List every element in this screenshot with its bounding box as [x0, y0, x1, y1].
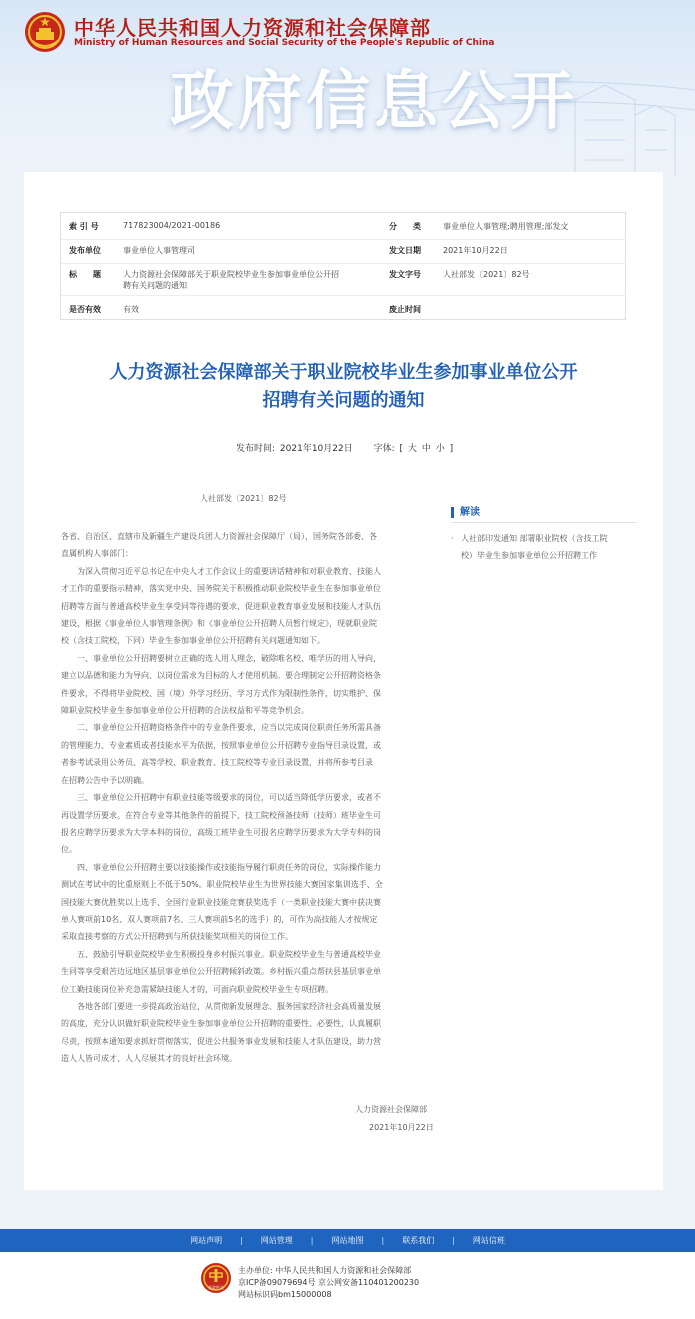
- meta-category-label: 分 类: [389, 222, 421, 231]
- font-size-bracket-open: [: [399, 444, 404, 454]
- publish-time-value: 2021年10月22日: [279, 444, 353, 454]
- body-line: 三、事业单位公开招聘中有职业技能等级要求的岗位，可以适当降低学历要求，或者不: [61, 793, 381, 803]
- meta-issuer-value: 事业单位人事管理司: [123, 246, 195, 255]
- meta-date-label: 发文日期: [389, 246, 421, 255]
- meta-category-value: 事业单位人事管理;聘用管理;部发文: [443, 222, 569, 231]
- footer-sponsor: 主办单位: 中华人民共和国人力资源和社会保障部: [238, 1266, 412, 1275]
- body-line: 的高度，充分认识做好职业院校毕业生参加事业单位公开招聘的重要性、必要性，认真履职: [61, 1019, 381, 1029]
- body-line: 在招聘公告中予以明确。: [61, 775, 149, 785]
- meta-abolish-label: 废止时间: [389, 305, 421, 314]
- sidebar-item-line1: 人社部印发通知 部署职业院校（含技工院: [461, 534, 608, 543]
- sidebar-interpretation-title: 解读: [451, 507, 480, 518]
- footer-icp[interactable]: 京ICP备09079694号 京公网安备110401200230: [238, 1278, 420, 1287]
- body-line: 位工勤技能岗位补充急需紧缺技能人才的，可面向职业院校毕业生专项招聘。: [61, 984, 333, 994]
- body-line: 测试在考试中的比重原则上不低于50%。职业院校毕业生为世界技能大赛国家集训选手、全: [61, 880, 383, 890]
- body-line: 二、事业单位公开招聘资格条件中的专业条件要求，应当以完成岗位职责任务所需具备: [61, 723, 381, 733]
- meta-index-label: 索 引 号: [69, 222, 99, 231]
- meta-title-value-line1: 人力资源社会保障部关于职业院校毕业生参加事业单位公开招: [123, 270, 339, 279]
- meta-title-label: 标 题: [69, 270, 101, 279]
- meta-docno-label: 发文字号: [389, 270, 421, 279]
- body-line: 造人人皆可成才、人人尽展其才的良好社会环境。: [61, 1054, 237, 1064]
- body-line: 才工作的重要指示精神，落实党中央、国务院关于积极推动职业院校毕业生在参加事业单位: [61, 584, 381, 594]
- body-line: 建设，根据《事业单位人事管理条例》和《事业单位公开招聘人员暂行规定》，现就职业院: [61, 619, 377, 629]
- body-line: 位。: [61, 845, 77, 855]
- body-line: 各地各部门要进一步提高政治站位，从贯彻新发展理念、服务国家经济社会高质量发展: [61, 1001, 381, 1011]
- font-size-medium-link[interactable]: 中: [421, 444, 431, 454]
- font-size-small-link[interactable]: 小: [435, 444, 445, 454]
- document-body: [61, 528, 435, 1068]
- signature-date: 2021年10月22日: [369, 1123, 434, 1132]
- font-size-label: 字体:: [373, 444, 395, 454]
- site-header: [0, 0, 695, 175]
- body-line: 的管理能力、专业素质或者技能水平为依据，按照事业单位公开招聘专业指导目录设置，或: [61, 740, 381, 750]
- bullet-icon: ·: [451, 534, 454, 543]
- footer-site-id: 网站标识码bm15000008: [238, 1290, 332, 1299]
- meta-valid-value: 有效: [123, 305, 139, 314]
- body-line: 单人赛项前10名、双人赛项前7名、三人赛项前5名的选手）的，可作为高技能人才按规定: [61, 914, 378, 924]
- footer-links: [0, 1229, 695, 1252]
- meta-date-value: 2021年10月22日: [443, 246, 508, 255]
- badge-label: 党政机关: [208, 1285, 224, 1290]
- footer-link-contact[interactable]: 联系我们: [402, 1236, 435, 1245]
- sidebar-item-line2: 校）毕业生参加事业单位公开招聘工作: [461, 551, 597, 560]
- body-line: 件要求，不得将毕业院校、国（境）外学习经历、学习方式作为限制性条件，切实维护、保: [61, 688, 381, 698]
- body-line: 五、鼓励引导职业院校毕业生积极投身乡村振兴事业。职业院校毕业生与普通高校毕业: [61, 949, 381, 959]
- publish-time-label: 发布时间:: [236, 444, 276, 454]
- font-size-large-link[interactable]: 大: [407, 444, 417, 454]
- footer-separator: |: [310, 1236, 314, 1245]
- body-line: 采取直接考察的方式公开招聘到与所获技能奖项相关的岗位工作。: [61, 932, 293, 942]
- meta-title-value-line2: 聘有关问题的通知: [123, 281, 187, 290]
- sidebar-divider: [451, 522, 637, 523]
- footer-separator: |: [240, 1236, 243, 1245]
- body-line: 四、事业单位公开招聘主要以技能操作或技能指导履行职责任务的岗位，实际操作能力: [61, 862, 381, 872]
- body-line: 再设置学历要求。在符合专业等其他条件的前提下，技工院校预备技师（技师）班毕业生可: [61, 810, 381, 820]
- publish-info: [236, 441, 455, 454]
- footer-separator: |: [452, 1236, 455, 1245]
- body-line: 生同等享受艰苦边远地区基层事业单位公开招聘倾斜政策。乡村振兴重点帮扶县基层事业单: [61, 967, 381, 977]
- document-number: 人社部发〔2021〕82号: [200, 494, 287, 503]
- font-size-bracket-close: ]: [449, 444, 454, 454]
- signature-organization: 人力资源社会保障部: [355, 1105, 427, 1114]
- body-line: 各省、自治区、直辖市及新疆生产建设兵团人力资源社会保障厅（局），国务院各部委、各: [61, 532, 377, 541]
- sidebar-item-interpretation-link[interactable]: [451, 530, 637, 564]
- meta-divider: [61, 295, 625, 296]
- meta-divider: [61, 263, 625, 264]
- body-line: 者参考试录用公务员、高等学校、职业教育、技工院校等专业目录设置，并将所参考目录: [61, 758, 373, 768]
- ministry-name-cn: 中华人民共和国人力资源和社会保障部: [74, 16, 431, 40]
- meta-valid-label: 是否有效: [69, 305, 101, 314]
- section-banner-title: 政府信息公开: [170, 65, 578, 139]
- meta-divider: [61, 239, 625, 240]
- party-government-badge-icon[interactable]: [200, 1262, 232, 1294]
- meta-index-value: 717823004/2021-00186: [123, 221, 221, 230]
- body-line: 尽责，按照本通知要求抓好贯彻落实，促进公共服务事业发展和技能人才队伍建设，助力营: [61, 1036, 381, 1046]
- footer-link-mailbox[interactable]: 网站信班: [472, 1236, 505, 1245]
- body-line: 校（含技工院校，下同）毕业生参加事业单位公开招聘有关问题通知如下。: [61, 636, 325, 646]
- body-line: 招聘等方面与普通高校毕业生享受同等待遇的要求，促进职业教育事业发展和技能人才队伍: [61, 601, 381, 611]
- body-line: 国技能大赛优胜奖以上选手、全国行业职业技能竞赛获奖选手（一类职业技能大赛中获决赛: [61, 897, 381, 907]
- body-line: 直属机构人事部门：: [61, 549, 133, 559]
- document-title-line1: 人力资源社会保障部关于职业院校毕业生参加事业单位公开: [109, 362, 578, 383]
- body-line: 建立以品德和能力为导向、以岗位需求为目标的人才使用机制。要合理制定公开招聘资格条: [61, 671, 381, 681]
- document-title-line2: 招聘有关问题的通知: [262, 390, 425, 411]
- document-meta-table: [60, 212, 626, 320]
- national-emblem-icon: [23, 10, 67, 54]
- body-line: 一、事业单位公开招聘要树立正确的选人用人理念，破除唯名校、唯学历的用人导向，: [61, 653, 381, 663]
- ministry-name-en: Ministry of Human Resources and Social Security of the People's Republic of China: [74, 38, 495, 48]
- body-line: 为深入贯彻习近平总书记在中央人才工作会议上的重要讲话精神和对职业教育、技能人: [61, 566, 381, 576]
- footer-link-sitemap[interactable]: 网站地图: [331, 1236, 364, 1245]
- footer-separator: |: [381, 1236, 385, 1245]
- meta-docno-value: 人社部发〔2021〕82号: [443, 270, 530, 279]
- meta-issuer-label: 发布单位: [69, 246, 101, 255]
- body-line: 障职业院校毕业生参加事业单位公开招聘的合法权益和平等竞争机会。: [61, 706, 309, 716]
- footer-link-management[interactable]: 网站管理: [260, 1236, 293, 1245]
- body-line: 报名应聘学历要求为大学本科的岗位，高级工班毕业生可报名应聘学历要求为大学专科的岗: [61, 827, 381, 837]
- footer-link-statement[interactable]: 网站声明: [190, 1236, 223, 1245]
